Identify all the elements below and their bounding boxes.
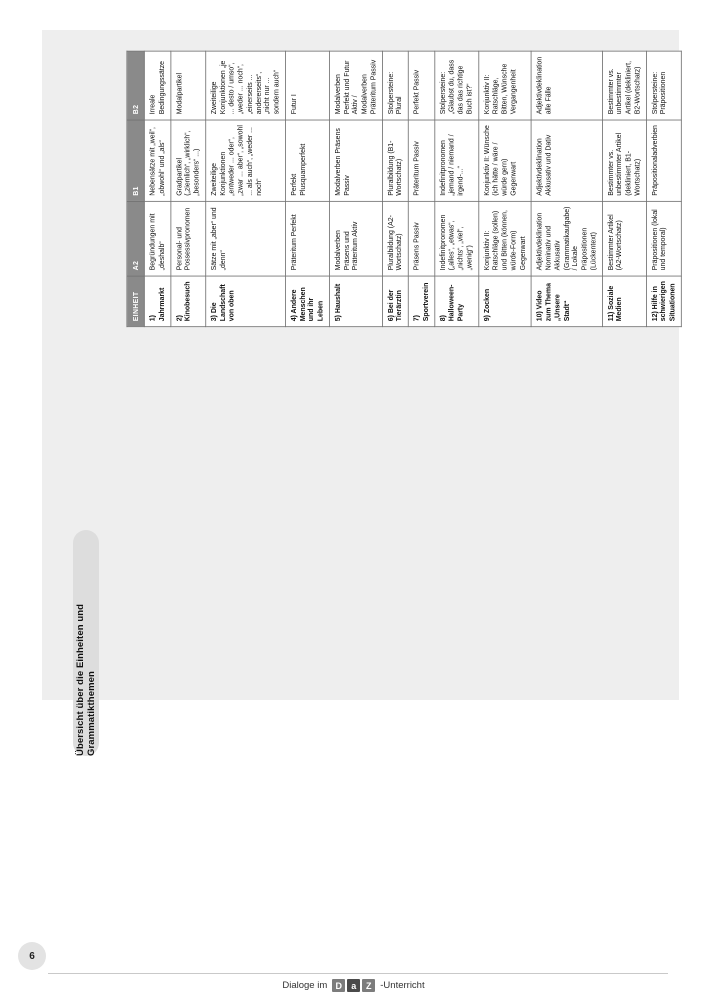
table-row	[329, 51, 382, 326]
cell-b2: Futur I	[285, 51, 329, 119]
table-row	[285, 51, 329, 326]
cell-unit: 5) Haushalt	[329, 276, 382, 327]
cell-unit: 1) Jahrmarkt	[144, 276, 170, 327]
cell-b1: Gradpartikel („ziemlich“, „wirklich“, „besonders“ ...)	[170, 120, 205, 202]
section-tab	[73, 530, 99, 756]
cell-b2: Bestimmter vs. unbestimmter Artikel (dekliniert, B2-Wortschatz)	[602, 51, 646, 119]
cell-b2: Stolpersteine: Plural	[382, 51, 408, 119]
cell-a2: Präpositionen (lokal und temporal)	[646, 201, 681, 276]
cell-a2: Modalverben Präsens und Präteritum Aktiv	[329, 201, 382, 276]
cell-unit: 11) Soziale Medien	[602, 276, 646, 327]
cell-b2: Perfekt Passiv	[408, 51, 434, 119]
table-row	[382, 51, 408, 326]
cell-b2: Zweiteilige Konjunktionen „je ... desto / umso“, „weder ... noch“, „einerseits ... andererseits“, „nicht nur ... sondern auch“	[205, 51, 285, 119]
cell-b1: Bestimmter vs. unbestimmter Artikel (dekliniert, B1-Wortschatz)	[602, 120, 646, 202]
table-row	[170, 51, 205, 326]
brand-letter-a: a	[347, 979, 360, 992]
cell-unit: 9) Zocken	[478, 276, 531, 327]
table-row	[205, 51, 285, 326]
cell-unit: 2) Kinobesuch	[170, 276, 205, 327]
cell-a2: Präteritum Perfekt	[285, 201, 329, 276]
cell-b1: Indefinitpronomen „jemand / niemand / irgend-...“	[434, 120, 478, 202]
table-header-row	[126, 51, 143, 326]
cell-b2: Stolpersteine: „Glaubst du, dass das das richtige Buch ist?“	[434, 51, 478, 119]
cell-a2: Indefinitpronomen („alles“, „etwas“, „nichts“, „viel“, „wenig“)	[434, 201, 478, 276]
footer-brand-suffix: -Unterricht	[380, 980, 425, 991]
cell-unit: 7) Sportverein	[408, 276, 434, 327]
table-row	[602, 51, 646, 326]
cell-b1: Präpositionaladverbien	[646, 120, 681, 202]
footer-brand-prefix: Dialoge im	[282, 980, 328, 991]
section-tab-label: Übersicht über die Einheiten und Grammatikthemen	[75, 603, 97, 756]
cell-a2: Begründungen mit „deshalb“	[144, 201, 170, 276]
cell-b1: Modalverben Präsens Passiv	[329, 120, 382, 202]
footer-brand	[0, 979, 707, 992]
table-body	[144, 51, 681, 326]
cell-b1: Perfekt Plusquamperfekt	[285, 120, 329, 202]
cell-unit: 8) Halloween-Party	[434, 276, 478, 327]
cell-b2: Adjektivdeklination alle Fälle	[531, 51, 602, 119]
overview-table-rotation	[126, 51, 681, 327]
cell-b1: Zweiteilige Konjunktionen „entweder ... oder“, „zwar ... aber“, „sowohl ... als auch“, „weder ... noch“	[205, 120, 285, 202]
cell-a2: Personal- und Possessivpronomen	[170, 201, 205, 276]
table-row	[144, 51, 170, 326]
cell-b1: Nebensätze mit „weil“, „obwohl“ und „als“	[144, 120, 170, 202]
page-footer	[0, 938, 707, 1000]
table-row	[646, 51, 681, 326]
cell-b1: Pluralbildung (B1-Wortschatz)	[382, 120, 408, 202]
column-header-b1: B1	[126, 120, 143, 202]
cell-unit: 6) Bei der Tierärztin	[382, 276, 408, 327]
cell-a2: Sätze mit „aber“ und „denn“	[205, 201, 285, 276]
cell-a2: Präsens Passiv	[408, 201, 434, 276]
column-header-a2: A2	[126, 201, 143, 276]
cell-b1: Adjektivdeklination Akkusativ und Dativ	[531, 120, 602, 202]
table-row	[531, 51, 602, 326]
cell-b1: Präteritum Passiv	[408, 120, 434, 202]
table-row	[478, 51, 531, 326]
cell-a2: Adjektivdeklination Nominativ und Akkusativ (Grammatikaufgabe) / Lokale Präpositionen (Lückentext)	[531, 201, 602, 276]
brand-logo	[332, 979, 375, 992]
cell-b2: Modalverben Perfekt und Futur Aktiv / Modalverben Präteritum Passiv	[329, 51, 382, 119]
cell-b2: Stolpersteine: Präpositionen	[646, 51, 681, 119]
footer-divider	[48, 973, 668, 974]
cell-unit: 10) Video zum Thema „Unsere Stadt“	[531, 276, 602, 327]
brand-letter-d: D	[332, 979, 345, 992]
brand-letter-z: Z	[362, 979, 375, 992]
overview-table	[126, 51, 681, 327]
cell-a2: Bestimmter Artikel (A2-Wortschatz)	[602, 201, 646, 276]
column-header-einheit: EINHEIT	[126, 276, 143, 327]
cell-b1: Konjunktiv II: Wünsche (ich hätte / wäre / würde gern) Gegenwart	[478, 120, 531, 202]
cell-b2: Irreale Bedingungssätze	[144, 51, 170, 119]
cell-b2: Konjunktiv II: Ratschläge, Bitten, Wünsche Vergangenheit	[478, 51, 531, 119]
cell-unit: 3) Die Landschaft von oben	[205, 276, 285, 327]
table-row	[434, 51, 478, 326]
cell-unit: 4) Andere Menschen und ihr Leben	[285, 276, 329, 327]
cell-a2: Pluralbildung (A2-Wortschatz)	[382, 201, 408, 276]
cell-b2: Modalpartikel	[170, 51, 205, 119]
cell-a2: Konjunktiv II: Ratschläge (sollen) und Bitten (können, würde-Form) Gegenwart	[478, 201, 531, 276]
page-number: 6	[18, 942, 46, 970]
cell-unit: 12) Hilfe in schwierigen Situationen	[646, 276, 681, 327]
table-row	[408, 51, 434, 326]
column-header-b2: B2	[126, 51, 143, 119]
